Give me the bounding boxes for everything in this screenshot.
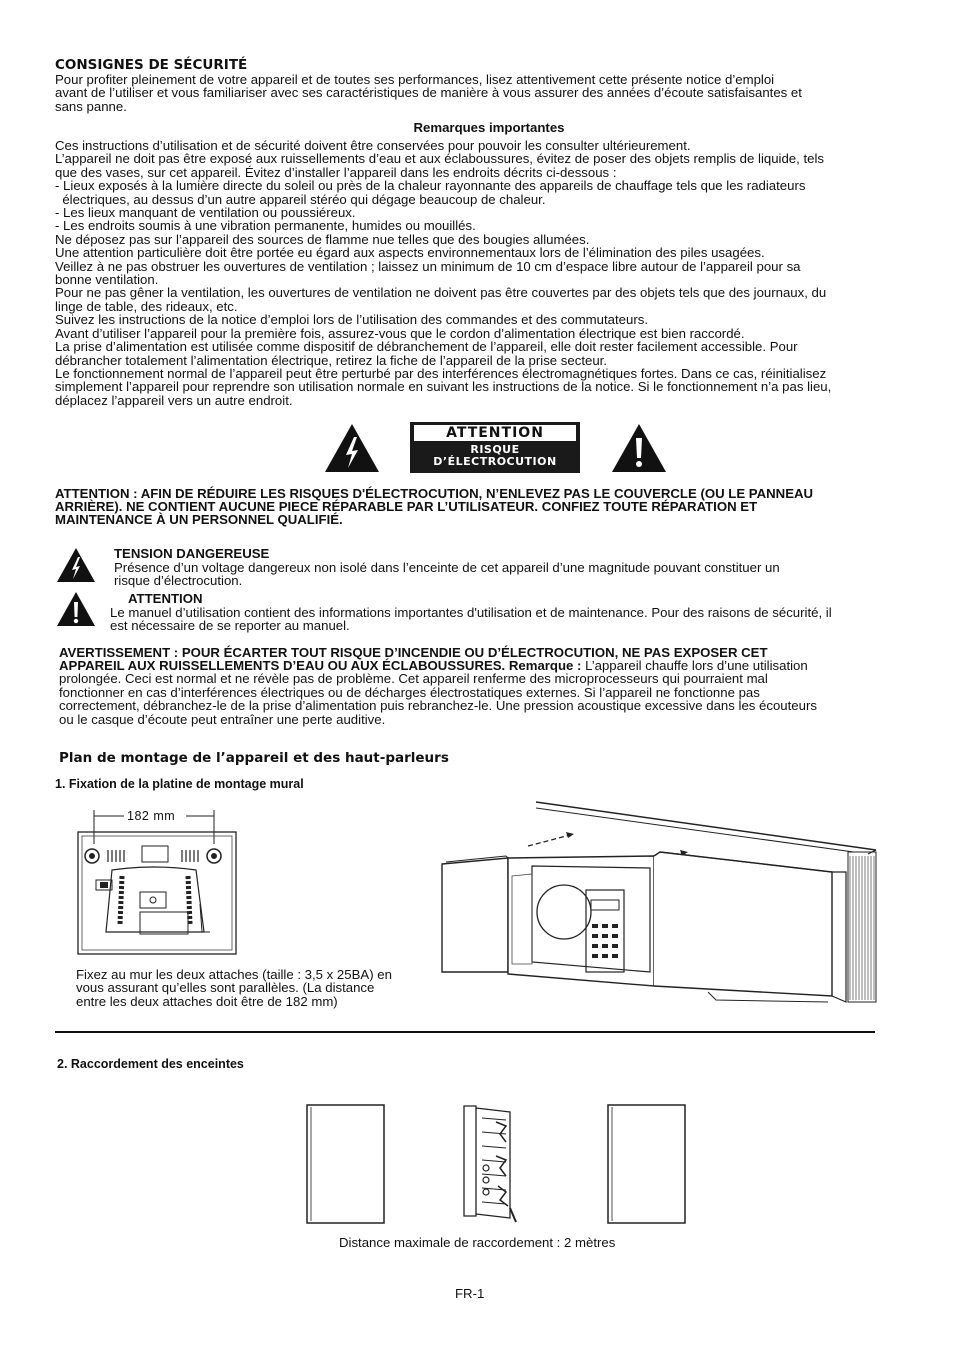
remark-line: Ces instructions d’utilisation et de sécurité doivent être conservées pour pouvoir les consulter ultérieurement. (55, 138, 691, 153)
avertissement-line: ou le casque d’écoute peut entraîner une perte auditive. (59, 711, 386, 727)
wall-mount-diagram (436, 796, 884, 1010)
speaker-connection-diagram (300, 1098, 694, 1228)
remark-line: Une attention particulière doit être portée eu égard aux aspects environnementaux lors de l’élimination des piles usagées. (55, 245, 765, 261)
warning-line: ATTENTION : AFIN DE RÉDUIRE LES RISQUES D'ÉLECTROCUTION, N’ENLEVEZ PAS LE COUVERCLE (OU LE PANNEAU (55, 486, 814, 501)
remark-line: Avant d’utiliser l’appareil pour la première fois, assurez-vous que le cordon d’alimentation électrique est bien raccordé. (55, 325, 745, 341)
dimension-label: 182 mm (127, 809, 176, 823)
distance-caption: Distance maximale de raccordement : 2 mètres (339, 1235, 616, 1250)
step1-line: Fixez au mur les deux attaches (taille : 3,5 x 25BA) en (76, 967, 392, 982)
avertissement-line: fonctionner en cas d’interférences électriques ou de décharges électrostatiques externes. Si l’appareil ne fonctionne pas (59, 684, 760, 700)
section-divider (55, 1031, 875, 1033)
attention-label (410, 422, 580, 473)
remark-line: débrancher totalement l’alimentation électrique, retirez la fiche de l’appareil de la prise secteur. (55, 352, 607, 368)
remark-line: La prise d’alimentation est utilisée comme dispositif de débranchement de l’appareil, elle doit rester facilement accessible. Pour (55, 339, 798, 355)
tension-line: Présence d’un voltage dangereux non isolé dans l’enceinte de cet appareil d’une magnitude pouvant constituer un (114, 560, 780, 575)
remark-line: simplement l’appareil pour reprendre son utilisation normale en suivant les instructions de la notice. Si le fonctionnement n’a pas lieu, (55, 379, 832, 395)
remark-line: - Les endroits soumis à une vibration permanente, humides ou mouillés. (55, 218, 476, 234)
attention-warning (55, 487, 813, 526)
tension-title: TENSION DANGEREUSE (114, 546, 270, 561)
safety-remarks (55, 139, 831, 407)
lightning-warning-icon (56, 547, 96, 583)
remark-line: Suivez les instructions de la notice d’emploi lors de l’utilisation des commandes et des commutateurs. (55, 312, 648, 328)
warning-line: ARRIÈRE). NE CONTIENT AUCUNE PIECE RÉPARABLE PAR L’UTILISATEUR. CONFIEZ TOUTE RÉPARATION ET (55, 499, 758, 514)
mounting-title: Plan de montage de l’appareil et des haut-parleurs (59, 750, 449, 766)
avertissement-line: correctement, débranchez-le de la prise d’alimentation puis rebranchez-le. Une pression acoustique excessive dans les écouteurs (59, 698, 817, 714)
intro-line: Pour profiter pleinement de votre appareil et de toutes ses performances, lisez attentivement cette présente notice d’emploi (55, 72, 775, 87)
attention-label-line: D’ÉLECTROCUTION (433, 455, 557, 468)
intro-line: sans panne. (55, 98, 127, 114)
remark-line: Veillez à ne pas obstruer les ouvertures de ventilation ; laissez un minimum de 10 cm d’espace libre autour de l’appareil pour sa (55, 258, 801, 274)
remark-line: déplacez l’appareil vers un autre endroit. (55, 392, 293, 408)
step2-title: 2. Raccordement des enceintes (57, 1057, 244, 1071)
tension-text (114, 561, 780, 588)
step1-title: 1. Fixation de la platine de montage mural (55, 777, 304, 791)
remark-line: Pour ne pas gêner la ventilation, les ouvertures de ventilation ne doivent pas être couvertes par des objets tels que des journaux, du (55, 285, 827, 301)
lightning-warning-icon (324, 423, 380, 473)
remark-line: - Les lieux manquant de ventilation ou poussiéreux. (55, 205, 356, 221)
remark-line: bonne ventilation. (55, 272, 159, 288)
safety-title: CONSIGNES DE SÉCURITÉ (55, 57, 248, 73)
remark-line: linge de table, des rideaux, etc. (55, 298, 238, 314)
step1-line: vous assurant qu’elles sont parallèles. (La distance (76, 980, 375, 996)
manual-line: Le manuel d’utilisation contient des informations importantes d'utilisation et de maintenance. Pour des raisons de sécurité, il (110, 605, 832, 620)
safety-intro (55, 73, 802, 113)
remark-line: Le fonctionnement normal de l’appareil peut être perturbé par des interférences électromagnétiques fortes. Dans ce cas, réinitialisez (55, 365, 827, 381)
exclamation-warning-icon (56, 591, 96, 627)
mounting-plate-diagram (72, 804, 244, 962)
attention-manual-text (110, 606, 832, 633)
avertissement-line: prolongée. Ceci est normal et ne révèle pas de problème. Cet appareil renferme des microprocesseurs qui pourraient mal (59, 671, 768, 687)
avertissement (59, 646, 817, 726)
step1-text (76, 968, 392, 1008)
warning-line: MAINTENANCE À UN PERSONNEL QUALIFIÉ. (55, 512, 343, 527)
avertissement-line: AVERTISSEMENT : POUR ÉCARTER TOUT RISQUE D’INCENDIE OU D’ÉLECTROCUTION, NE PAS EXPOSER CET (59, 645, 768, 660)
attention-label-title: ATTENTION (414, 425, 576, 441)
manual-line: est nécessaire de se reporter au manuel. (110, 618, 350, 634)
remark-line: électriques, au dessus d’un autre appareil stéréo qui dégage beaucoup de chaleur. (55, 191, 546, 207)
remark-line: que des vases, sur cet appareil. Évitez d’installer l’appareil dans les endroits décrits ci-dessous : (55, 164, 617, 180)
tension-line: risque d’électrocution. (114, 573, 243, 589)
remark-line: - Lieux exposés à la lumière directe du soleil ou près de la chaleur rayonnante des appareils de chauffage tels que les radiateurs (55, 178, 806, 194)
remarks-heading: Remarques importantes (413, 120, 565, 135)
exclamation-warning-icon (611, 423, 667, 473)
attention-manual-title: ATTENTION (128, 591, 203, 606)
avertissement-bold: APPAREIL AUX RUISSELLEMENTS D’EAU OU AUX ÉCLABOUSSURES. Remarque : (59, 658, 582, 673)
avertissement-remark: L’appareil chauffe lors d’une utilisation (581, 658, 808, 673)
page-number: FR-1 (455, 1286, 485, 1301)
step1-line: entre les deux attaches doit être de 182 mm) (76, 993, 338, 1009)
remark-line: L’appareil ne doit pas être exposé aux ruissellements d’eau et aux éclaboussures, évitez de poser des objets remplis de liquide, tels (55, 151, 824, 167)
remark-line: Ne déposez pas sur l’appareil des sources de flamme nue telles que des bougies allumées. (55, 231, 590, 247)
intro-line: avant de l’utiliser et vous familiariser avec ses caractéristiques de manière à vous assurer des années d’écoute satisfaisantes et (55, 85, 802, 101)
attention-label-line: RISQUE (470, 443, 520, 456)
